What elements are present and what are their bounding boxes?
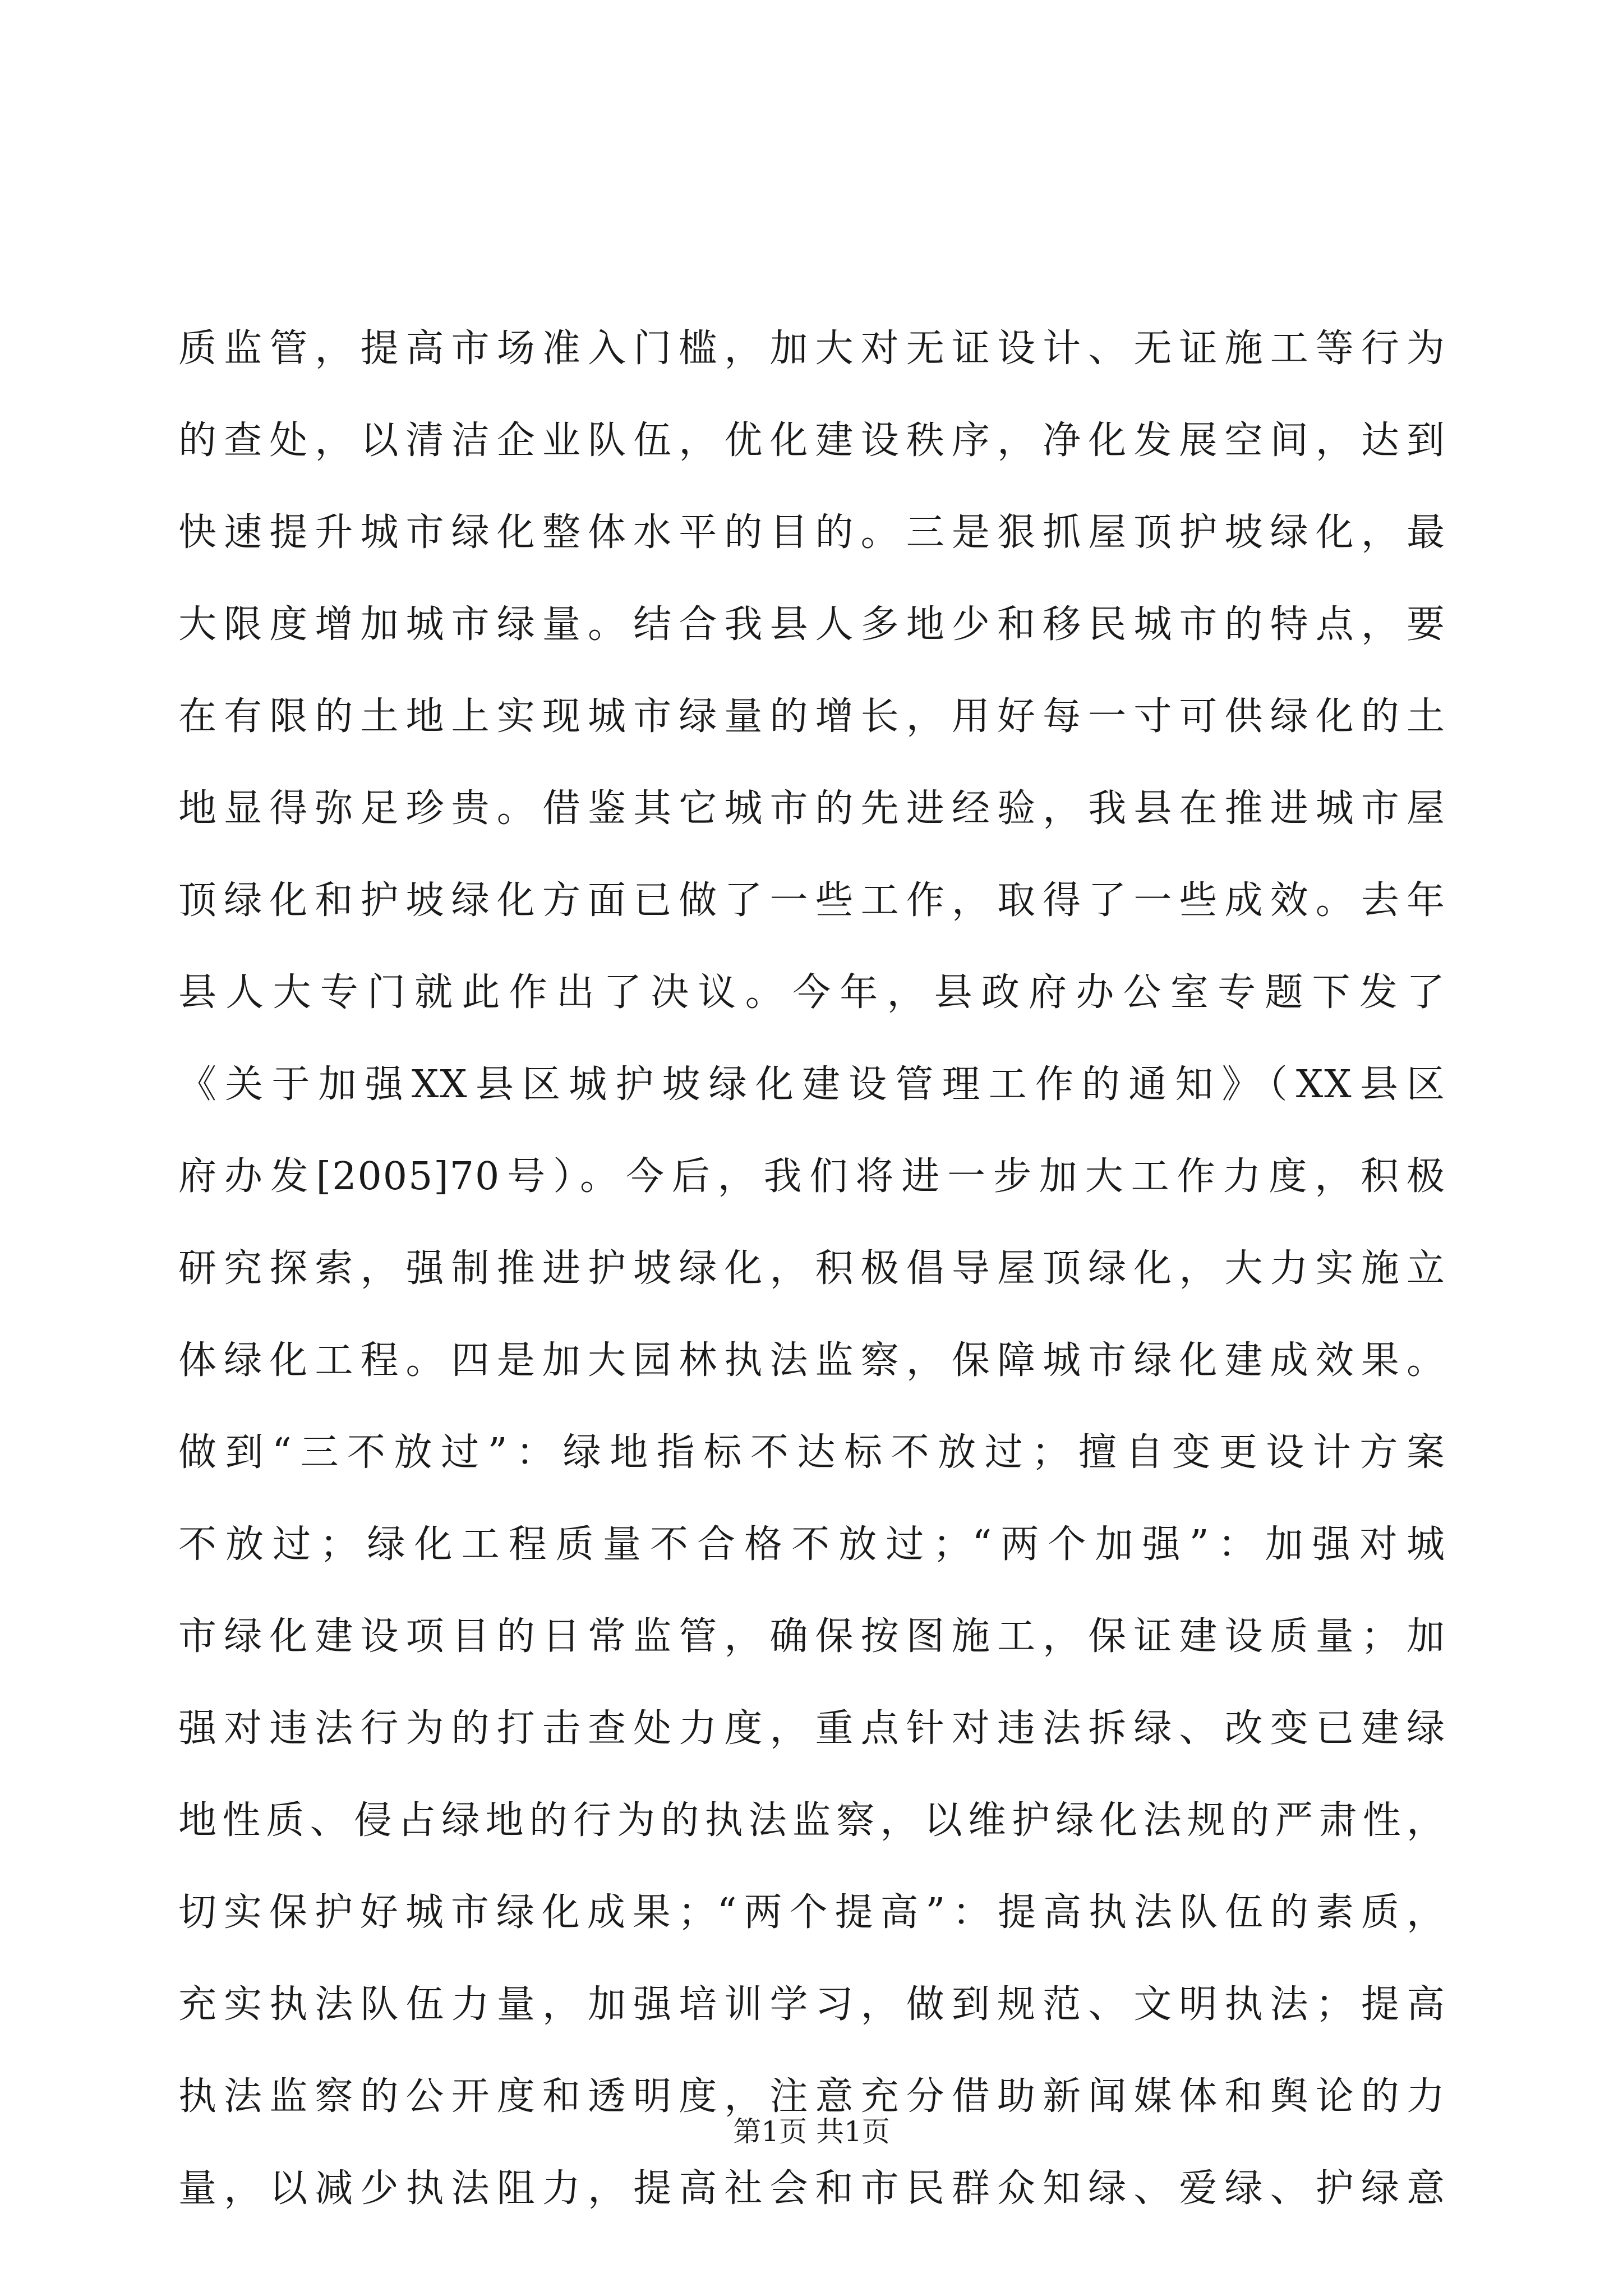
- text-line: 地性质、侵占绿地的行为的执法监察，以维护绿化法规的严肃性，: [178, 1798, 1446, 1843]
- text-line: 《关于加强XX县区城护坡绿化建设管理工作的通知》（XX县区: [178, 1062, 1446, 1107]
- text-line: 做到“三不放过”：绿地指标不达标不放过；擅自变更设计方案: [178, 1430, 1446, 1475]
- text-line: 大限度增加城市绿量。结合我县人多地少和移民城市的特点，要: [178, 602, 1446, 647]
- text-line: 快速提升城市绿化整体水平的目的。三是狠抓屋顶护坡绿化，最: [178, 510, 1446, 555]
- text-line: 质监管，提高市场准入门槛，加大对无证设计、无证施工等行为: [178, 326, 1446, 371]
- text-line: 府办发[2005]70号）。今后，我们将进一步加大工作力度，积极: [178, 1154, 1446, 1199]
- text-line: 地显得弥足珍贵。借鉴其它城市的先进经验，我县在推进城市屋: [178, 786, 1446, 831]
- text-line: 体绿化工程。四是加大园林执法监察，保障城市绿化建成效果。: [178, 1338, 1446, 1383]
- text-line: 强对违法行为的打击查处力度，重点针对违法拆绿、改变已建绿: [178, 1706, 1446, 1751]
- text-line: 顶绿化和护坡绿化方面已做了一些工作，取得了一些成效。去年: [178, 878, 1446, 923]
- text-line: 量，以减少执法阻力，提高社会和市民群众知绿、爱绿、护绿意: [178, 2166, 1446, 2211]
- text-line: 市绿化建设项目的日常监管，确保按图施工，保证建设质量；加: [178, 1614, 1446, 1659]
- text-line: 县人大专门就此作出了决议。今年，县政府办公室专题下发了: [178, 970, 1446, 1015]
- text-line: 充实执法队伍力量，加强培训学习，做到规范、文明执法；提高: [178, 1982, 1446, 2027]
- page-footer: 第1页 共1页: [733, 2115, 890, 2148]
- text-line: 不放过；绿化工程质量不合格不放过；“两个加强”：加强对城: [178, 1522, 1446, 1567]
- body-text: [178, 303, 1446, 2235]
- text-line: 切实保护好城市绿化成果；“两个提高”：提高执法队伍的素质，: [178, 1890, 1446, 1935]
- text-line: 在有限的土地上实现城市绿量的增长，用好每一寸可供绿化的土: [178, 694, 1446, 739]
- text-line: 的查处，以清洁企业队伍，优化建设秩序，净化发展空间，达到: [178, 418, 1446, 463]
- text-line: 执法监察的公开度和透明度，注意充分借助新闻媒体和舆论的力: [178, 2074, 1446, 2119]
- text-line: 研究探索，强制推进护坡绿化，积极倡导屋顶绿化，大力实施立: [178, 1246, 1446, 1291]
